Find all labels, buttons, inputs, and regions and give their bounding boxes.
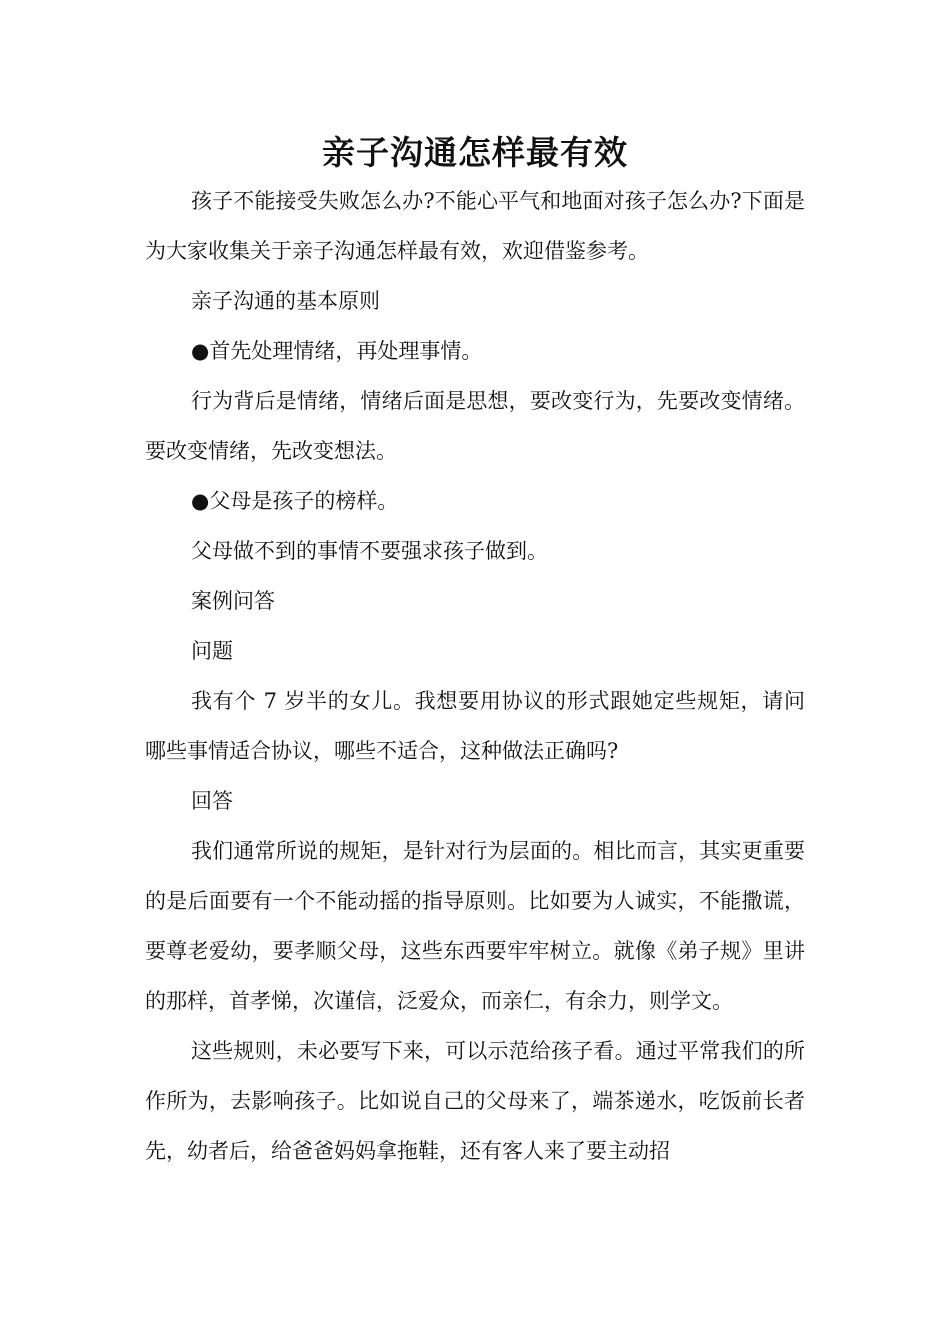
intro-paragraph: 孩子不能接受失败怎么办?不能心平气和地面对孩子怎么办?下面是为大家收集关于亲子沟通怎样最有效，欢迎借鉴参考。	[145, 189, 805, 263]
answer-label: 回答	[191, 789, 233, 813]
question-paragraph: 我有个 7 岁半的女儿。我想要用协议的形式跟她定些规矩，请问哪些事情适合协议，哪些不适合，这种做法正确吗?	[145, 689, 805, 763]
section-heading-principles: 亲子沟通的基本原则	[191, 289, 380, 313]
paragraph-emotions: 行为背后是情绪，情绪后面是思想，要改变行为，先要改变情绪。要改变情绪，先改变想法。	[145, 389, 805, 463]
paragraph-role-model: 父母做不到的事情不要强求孩子做到。	[191, 539, 548, 563]
bullet-point-role-model: ●父母是孩子的榜样。	[191, 489, 399, 513]
document-title: 亲子沟通怎样最有效	[322, 133, 628, 172]
document-body	[145, 176, 805, 1176]
answer-paragraph-1: 我们通常所说的规矩，是针对行为层面的。相比而言，其实更重要的是后面要有一个不能动摇的指导原则。比如要为人诚实，不能撒谎，要尊老爱幼，要孝顺父母，这些东西要牢牢树立。就像《弟子规》里讲的那样，首孝悌，次谨信，泛爱众，而亲仁，有余力，则学文。	[145, 839, 805, 1013]
question-label: 问题	[191, 639, 233, 663]
bullet-point-emotions: ●首先处理情绪，再处理事情。	[191, 339, 483, 363]
section-heading-cases: 案例问答	[191, 589, 275, 613]
answer-paragraph-2: 这些规则，未必要写下来，可以示范给孩子看。通过平常我们的所作所为，去影响孩子。比如说自己的父母来了，端茶递水，吃饭前长者先，幼者后，给爸爸妈妈拿拖鞋，还有客人来了要主动招	[145, 1039, 805, 1163]
